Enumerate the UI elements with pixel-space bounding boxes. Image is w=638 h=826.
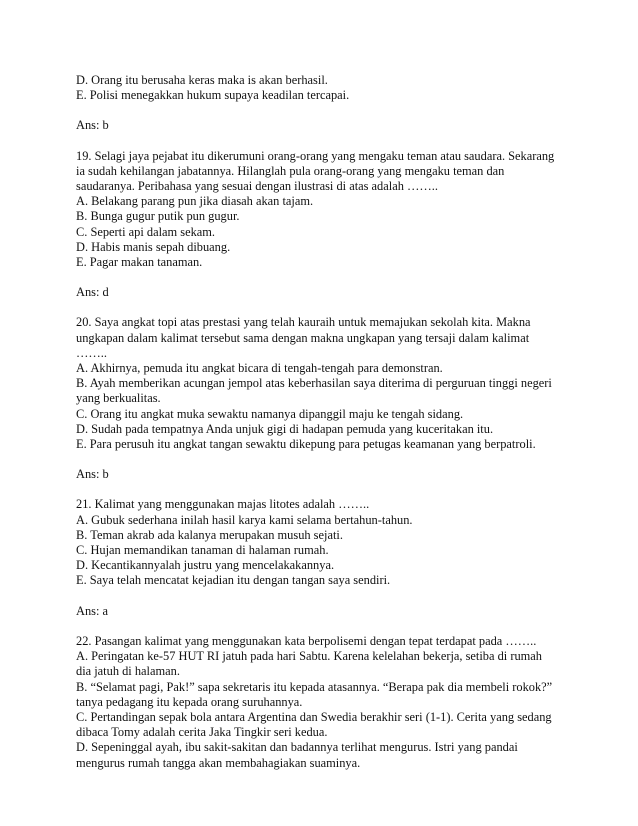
question-line: A. Belakang parang pun jika diasah akan tajam. [76,194,314,209]
question-line: C. Pertandingan sepak bola antara Argentina dan Swedia berakhir seri (1-1). Cerita yang sedang [76,709,552,724]
question-block [76,149,576,271]
question-line: D. Habis manis sepah dibuang. [76,239,231,254]
block-gap [76,619,576,634]
question-line: dia jatuh di halaman. [76,664,180,679]
question-line: A. Gubuk sederhana inilah hasil karya kami selama bertahun-tahun. [76,512,413,527]
question-line: …….. [76,345,107,360]
question-line: mengurus rumah tangga akan membahagiakan suaminya. [76,755,361,770]
question-line: C. Seperti api dalam sekam. [76,224,216,239]
answer-line: Ans: d [76,285,109,300]
question-block [76,315,576,452]
question-line: A. Akhirnya, pemuda itu angkat bicara di tengah-tengah para demonstran. [76,361,443,376]
question-line: yang berkualitas. [76,391,161,406]
question-block [76,634,576,771]
question-line: B. “Selamat pagi, Pak!” sapa sekretaris itu kepada atasannya. “Berapa pak dia membeli rokok?” [76,679,553,694]
block-gap [76,589,576,604]
block-gap [76,103,576,118]
question-line: ungkapan dalam kalimat tersebut sama dengan makna ungkapan yang tersaji dalam kalimat [76,330,530,345]
question-line: 20. Saya angkat topi atas prestasi yang telah kauraih untuk memajukan sekolah kita. Makna [76,315,531,330]
answer-line: Ans: a [76,603,109,618]
question-line: E. Saya telah mencatat kejadian itu dengan tangan saya sendiri. [76,573,391,588]
question-line: A. Peringatan ke-57 HUT RI jatuh pada hari Sabtu. Karena kelelahan bekerja, setiba di rumah [76,649,542,664]
block-gap [76,300,576,315]
options-line: D. Orang itu berusaha keras maka is akan berhasil. [76,73,328,87]
question-line: D. Sepeninggal ayah, ibu sakit-sakitan dan badannya terlihat mengurus. Istri yang pandai [76,740,518,755]
options-block [76,73,576,103]
document-page [76,73,576,771]
question-line: C. Orang itu angkat muka sewaktu namanya dipanggil maju ke tengah sidang. [76,406,464,421]
question-line: ia sudah kehilangan jabatannya. Hilanglah pula orang-orang yang mengaku teman dan [76,163,505,178]
question-line: E. Para perusuh itu angkat tangan sewaktu dikepung para petugas keamanan yang berpatroli. [76,437,536,452]
question-line: D. Kecantikannyalah justru yang mencelakakannya. [76,558,335,573]
question-line: tanya pedagang itu kepada orang suruhannya. [76,694,303,709]
question-line: 21. Kalimat yang menggunakan majas litotes adalah …….. [76,497,370,512]
question-line: B. Teman akrab ada kalanya merupakan musuh sejati. [76,527,343,542]
answer-block [76,118,576,133]
question-block [76,497,576,588]
options-line: E. Polisi menegakkan hukum supaya keadilan tercapai. [76,88,350,103]
question-line: B. Bunga gugur putik pun gugur. [76,209,240,224]
block-gap [76,134,576,149]
question-line: 22. Pasangan kalimat yang menggunakan kata berpolisemi dengan tepat terdapat pada …….. [76,633,537,648]
block-gap [76,270,576,285]
answer-line: Ans: b [76,467,109,482]
answer-line: Ans: b [76,118,109,133]
block-gap [76,452,576,467]
block-gap [76,482,576,497]
question-line: B. Ayah memberikan acungan jempol atas keberhasilan saya diterima di perguruan tinggi negeri [76,376,552,391]
question-line: saudaranya. Peribahasa yang sesuai dengan ilustrasi di atas adalah …….. [76,179,438,194]
question-line: 19. Selagi jaya pejabat itu dikerumuni orang-orang yang mengaku teman atau saudara. Sekarang [76,148,555,163]
question-line: C. Hujan memandikan tanaman di halaman rumah. [76,543,329,558]
question-line: D. Sudah pada tempatnya Anda unjuk gigi di hadapan pemuda yang kuceritakan itu. [76,421,494,436]
answer-block [76,285,576,300]
question-line: dibaca Tomy adalah cerita Jaka Tingkir seri kedua. [76,725,328,740]
answer-block [76,467,576,482]
question-line: E. Pagar makan tanaman. [76,255,203,270]
answer-block [76,604,576,619]
